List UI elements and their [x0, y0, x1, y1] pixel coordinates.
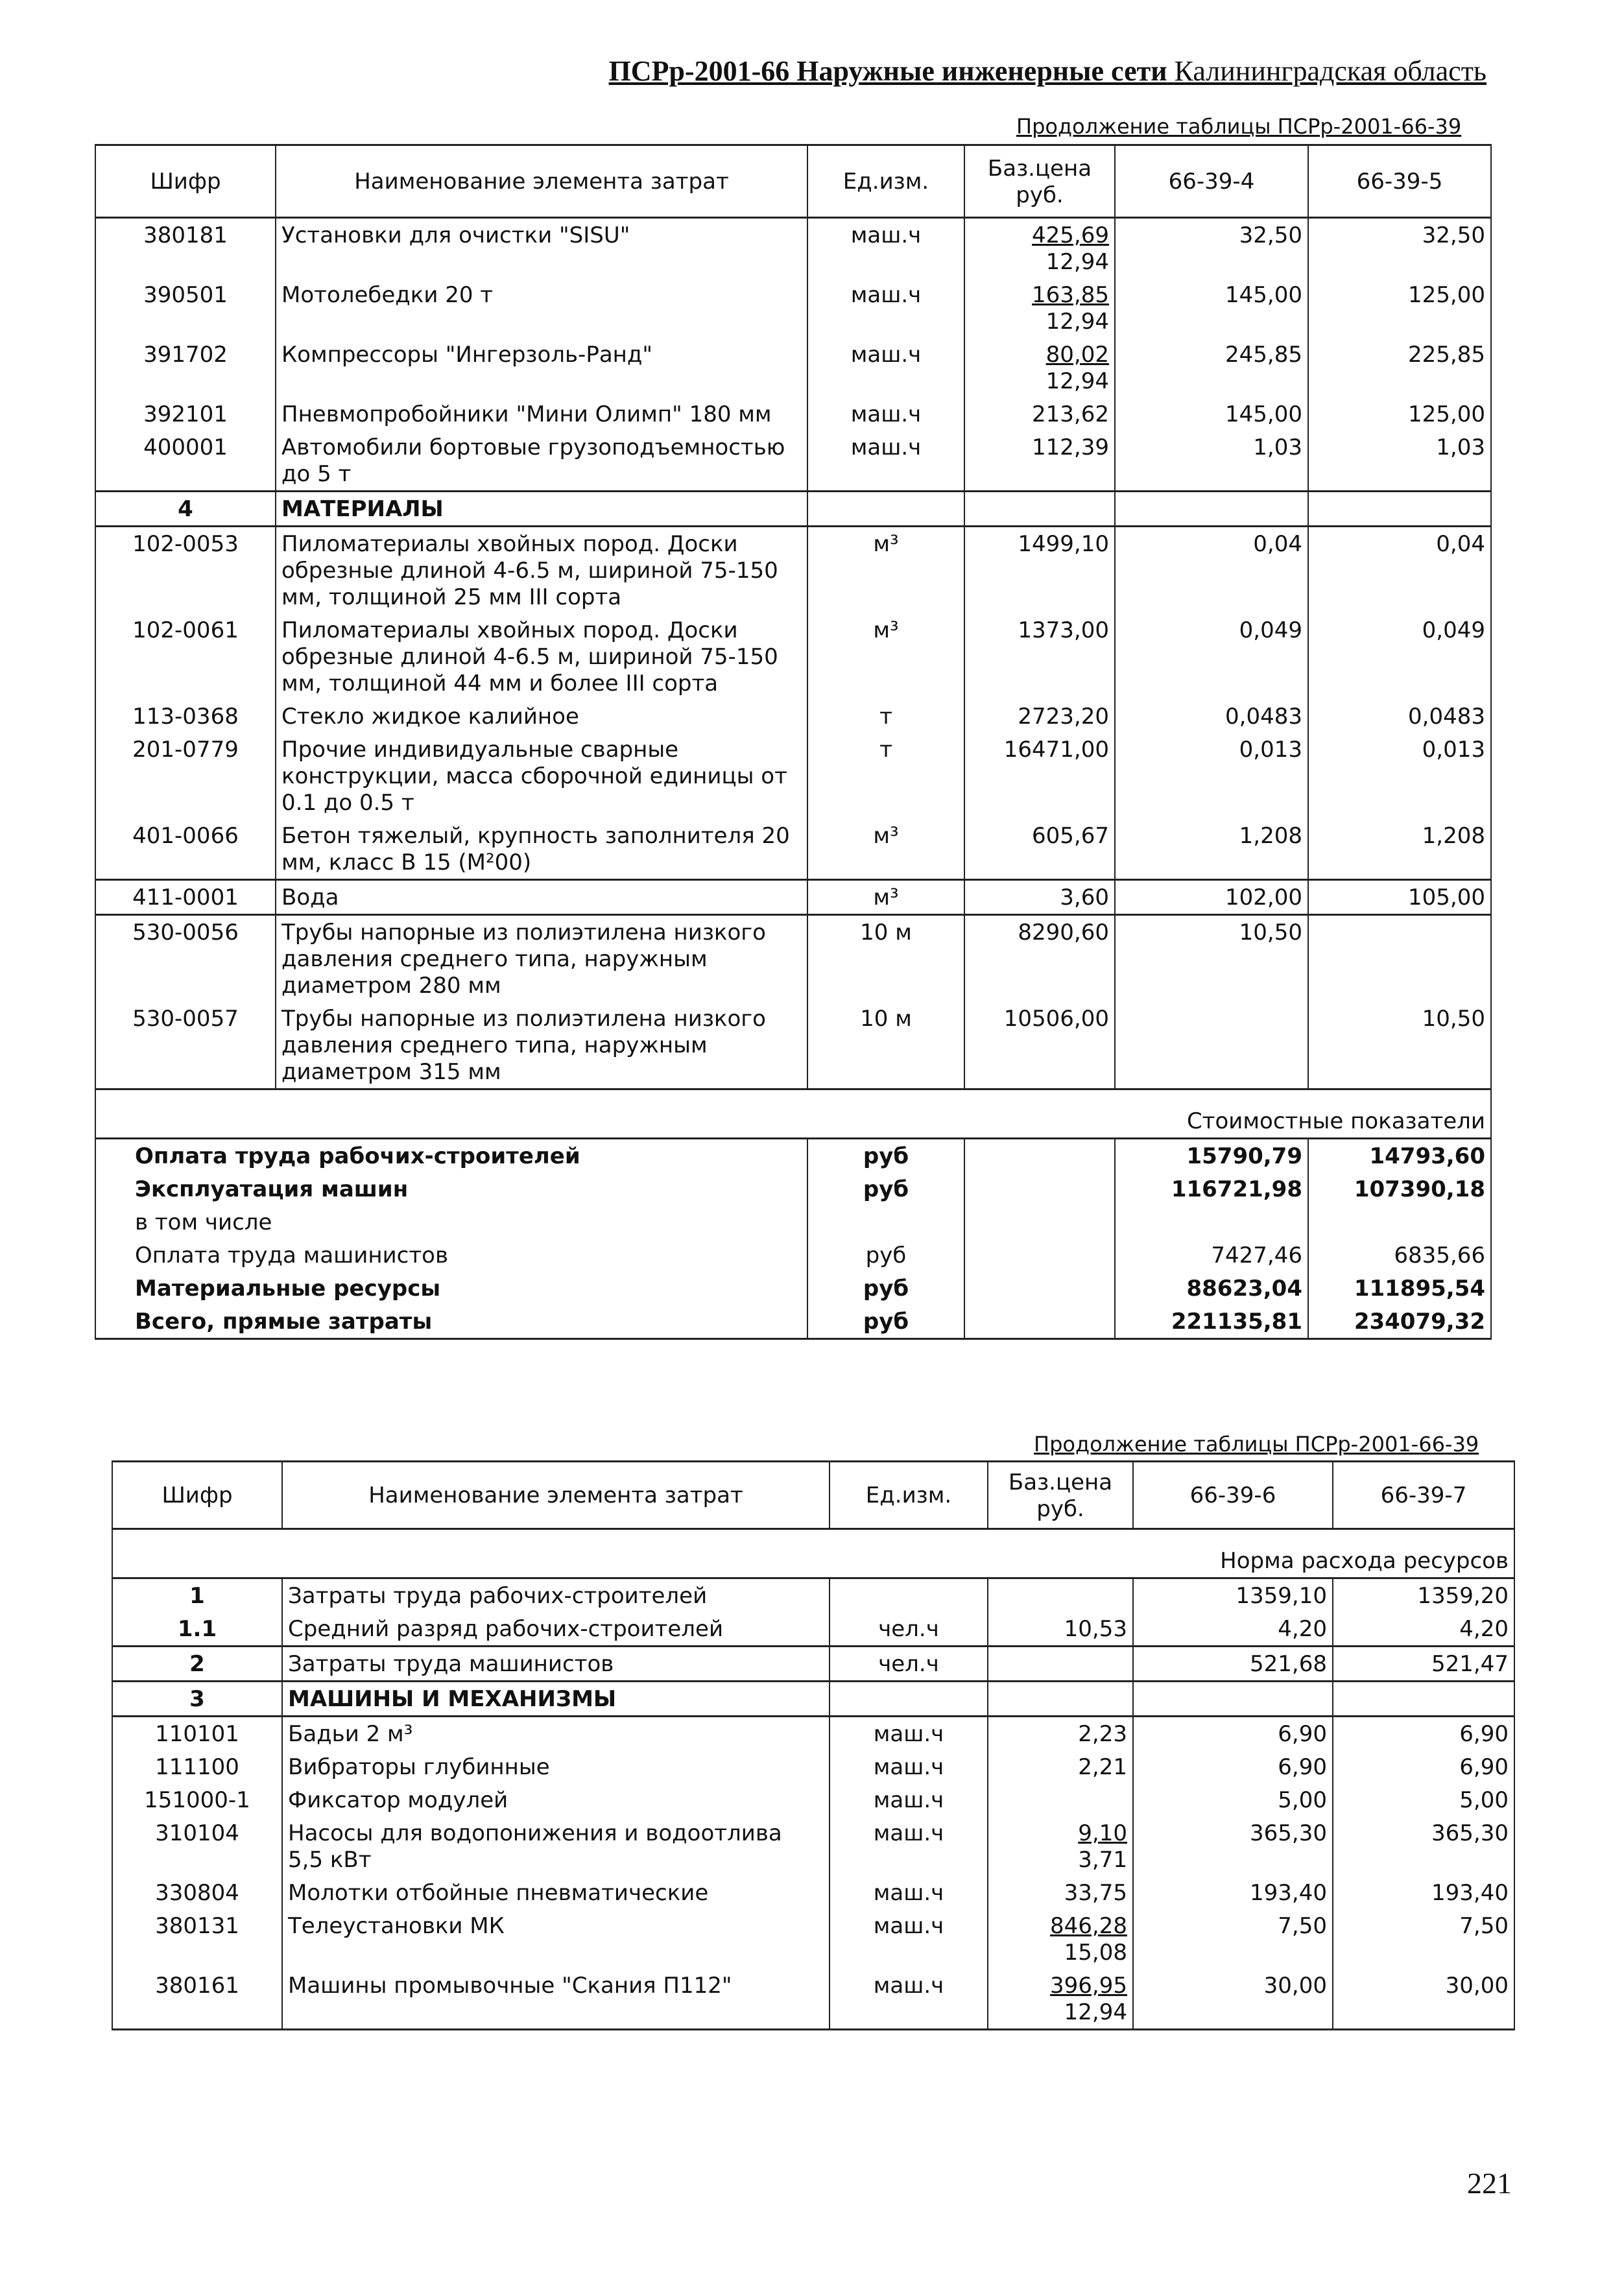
price-value: 1499,10 [1018, 531, 1109, 557]
table-row [95, 218, 1491, 279]
row-norm-a: 145,00 [1115, 278, 1308, 338]
col-header-norm-b: 66-39-5 [1308, 145, 1491, 218]
row-name: МАТЕРИАЛЫ [276, 492, 807, 527]
row-unit: 10 м [807, 915, 964, 1003]
row-name: Машины промывочные "Скания П112" [282, 1969, 830, 2030]
summary-value-a [1115, 1206, 1308, 1239]
col-header-norm-a: 66-39-4 [1115, 145, 1308, 218]
table-row [112, 1816, 1514, 1876]
summary-label: Материальные ресурсы [95, 1272, 807, 1305]
row-norm-a: 4,20 [1133, 1612, 1333, 1647]
price-value: 16471,00 [1003, 737, 1109, 763]
row-base-price [964, 527, 1115, 614]
row-unit: 10 м [807, 1002, 964, 1089]
price-value: 33,75 [1064, 1880, 1127, 1906]
row-unit: маш.ч [830, 1876, 988, 1909]
table-row [95, 398, 1491, 431]
table-row [95, 431, 1491, 492]
row-unit [807, 492, 964, 527]
row-base-price [964, 613, 1115, 700]
row-code: 530-0057 [95, 1002, 276, 1089]
row-norm-a: 102,00 [1115, 880, 1308, 915]
table-row [95, 733, 1491, 819]
row-norm-b: 6,90 [1333, 1717, 1514, 1751]
row-base-price [988, 1647, 1133, 1682]
price-value: 3,60 [1060, 885, 1109, 910]
table-row [95, 278, 1491, 338]
header-region: Калининградская область [1174, 55, 1487, 87]
row-code: 390501 [95, 278, 276, 338]
row-code: 400001 [95, 431, 276, 492]
table-row [95, 527, 1491, 614]
summary-value-a: 88623,04 [1115, 1272, 1308, 1305]
summary-price-empty [964, 1139, 1115, 1173]
row-unit: м³ [807, 613, 964, 700]
table-row [112, 1750, 1514, 1783]
table-row [95, 338, 1491, 398]
row-base-price [964, 338, 1115, 398]
summary-value-a: 221135,81 [1115, 1305, 1308, 1339]
row-unit: маш.ч [807, 431, 964, 492]
col-header-code: Шифр [112, 1462, 282, 1529]
row-norm-b: 4,20 [1333, 1612, 1514, 1647]
price-value: 2,21 [1078, 1754, 1127, 1780]
price-value: 2723,20 [1018, 704, 1109, 730]
row-norm-b: 6,90 [1333, 1750, 1514, 1783]
summary-value-a: 15790,79 [1115, 1139, 1308, 1173]
summary-value-a: 7427,46 [1115, 1239, 1308, 1272]
row-norm-b: 1359,20 [1333, 1578, 1514, 1613]
row-code: 151000-1 [112, 1783, 282, 1816]
row-norm-b: 125,00 [1308, 278, 1491, 338]
row-norm-a: 0,04 [1115, 527, 1308, 614]
row-norm-b: 365,30 [1333, 1816, 1514, 1876]
row-norm-b: 5,00 [1333, 1783, 1514, 1816]
summary-label: в том числе [95, 1206, 807, 1239]
row-base-price [964, 218, 1115, 279]
row-norm-a [1133, 1682, 1333, 1717]
col-header-norm-b: 66-39-7 [1333, 1462, 1514, 1529]
summary-row [95, 1139, 1491, 1173]
table-row [112, 1783, 1514, 1816]
table-row [112, 1969, 1514, 2030]
row-base-price [964, 880, 1115, 915]
row-unit: маш.ч [830, 1969, 988, 2030]
row-name: МАШИНЫ И МЕХАНИЗМЫ [282, 1682, 830, 1717]
row-norm-b: 32,50 [1308, 218, 1491, 279]
row-base-price [988, 1816, 1133, 1876]
row-unit: м³ [807, 880, 964, 915]
row-name: Насосы для водопонижения и водоотлива 5,5 кВт [282, 1816, 830, 1876]
row-base-price [964, 915, 1115, 1003]
row-norm-b: 30,00 [1333, 1969, 1514, 2030]
row-unit: м³ [807, 527, 964, 614]
row-name: Вибраторы глубинные [282, 1750, 830, 1783]
row-norm-a: 145,00 [1115, 398, 1308, 431]
table-row [95, 492, 1491, 527]
row-code: 330804 [112, 1876, 282, 1909]
summary-row [95, 1239, 1491, 1272]
row-norm-b: 0,0483 [1308, 700, 1491, 733]
summary-price-empty [964, 1305, 1115, 1339]
price-value: 846,28 [1050, 1913, 1127, 1939]
row-norm-a: 6,90 [1133, 1717, 1333, 1751]
row-code: 392101 [95, 398, 276, 431]
row-norm-b: 521,47 [1333, 1647, 1514, 1682]
row-unit: маш.ч [807, 218, 964, 279]
price-value: 396,95 [1050, 1973, 1127, 1999]
col-header-name: Наименование элемента затрат [276, 145, 807, 218]
summary-unit: руб [807, 1272, 964, 1305]
row-code: 401-0066 [95, 819, 276, 880]
table-row [95, 915, 1491, 1003]
row-norm-a: 365,30 [1133, 1816, 1333, 1876]
row-norm-a: 1,03 [1115, 431, 1308, 492]
row-unit [830, 1578, 988, 1613]
row-unit: чел.ч [830, 1647, 988, 1682]
row-base-price [988, 1876, 1133, 1909]
row-norm-a: 1,208 [1115, 819, 1308, 880]
summary-row [95, 1272, 1491, 1305]
summary-row [95, 1305, 1491, 1339]
row-norm-b: 10,50 [1308, 1002, 1491, 1089]
summary-unit: руб [807, 1172, 964, 1206]
summary-label: Эксплуатация машин [95, 1172, 807, 1206]
table1-caption: Продолжение таблицы ПСРр-2001-66-39 [1016, 114, 1462, 139]
price-value: 1373,00 [1018, 617, 1109, 643]
row-name: Молотки отбойные пневматические [282, 1876, 830, 1909]
price-value: 10506,00 [1003, 1006, 1109, 1032]
price-value: 2,23 [1078, 1721, 1127, 1747]
row-base-price [964, 492, 1115, 527]
row-norm-a: 193,40 [1133, 1876, 1333, 1909]
row-name: Вода [276, 880, 807, 915]
row-unit: маш.ч [830, 1717, 988, 1751]
table-row [112, 1717, 1514, 1751]
row-code: 380161 [112, 1969, 282, 2030]
price-salary-value: 12,94 [1045, 309, 1109, 335]
row-norm-a: 521,68 [1133, 1647, 1333, 1682]
col-header-unit: Ед.изм. [830, 1462, 988, 1529]
row-norm-a: 10,50 [1115, 915, 1308, 1003]
summary-unit [807, 1206, 964, 1239]
table-row [95, 819, 1491, 880]
row-norm-a: 5,00 [1133, 1783, 1333, 1816]
col-header-price: Баз.цена руб. [988, 1462, 1133, 1529]
summary-price-empty [964, 1172, 1115, 1206]
row-name: Средний разряд рабочих-строителей [282, 1612, 830, 1647]
summary-label: Всего, прямые затраты [95, 1305, 807, 1339]
row-code: 380131 [112, 1909, 282, 1969]
row-base-price [988, 1612, 1133, 1647]
summary-row [95, 1172, 1491, 1206]
page-number: 221 [1467, 2167, 1512, 2200]
row-norm-a: 0,049 [1115, 613, 1308, 700]
row-norm-a: 0,0483 [1115, 700, 1308, 733]
row-norm-b: 0,013 [1308, 733, 1491, 819]
norm-header: Норма расхода ресурсов [112, 1529, 1514, 1578]
row-code: 110101 [112, 1717, 282, 1751]
cost-indicators-row [95, 1089, 1491, 1139]
row-norm-a: 30,00 [1133, 1969, 1333, 2030]
row-name: Мотолебедки 20 т [276, 278, 807, 338]
summary-value-b [1308, 1206, 1491, 1239]
row-base-price [964, 431, 1115, 492]
summary-price-empty [964, 1272, 1115, 1305]
table1-header-row [95, 145, 1491, 218]
col-header-norm-a: 66-39-6 [1133, 1462, 1333, 1529]
row-code: 201-0779 [95, 733, 276, 819]
row-base-price [988, 1717, 1133, 1751]
row-code: 530-0056 [95, 915, 276, 1003]
row-base-price [964, 733, 1115, 819]
row-code: 3 [112, 1682, 282, 1717]
row-norm-a: 1359,10 [1133, 1578, 1333, 1613]
row-norm-b: 105,00 [1308, 880, 1491, 915]
summary-unit: руб [807, 1239, 964, 1272]
row-code: 391702 [95, 338, 276, 398]
row-norm-a: 0,013 [1115, 733, 1308, 819]
row-norm-a [1115, 1002, 1308, 1089]
row-code: 2 [112, 1647, 282, 1682]
row-name: Компрессоры "Ингерзоль-Ранд" [276, 338, 807, 398]
row-norm-a: 32,50 [1115, 218, 1308, 279]
row-unit: чел.ч [830, 1612, 988, 1647]
row-name: Фиксатор модулей [282, 1783, 830, 1816]
price-value: 9,10 [1078, 1820, 1127, 1846]
price-value: 163,85 [1032, 282, 1109, 308]
row-norm-a: 245,85 [1115, 338, 1308, 398]
row-name: Затраты труда машинистов [282, 1647, 830, 1682]
row-norm-b [1333, 1682, 1514, 1717]
row-norm-b: 7,50 [1333, 1909, 1514, 1969]
table-row [112, 1578, 1514, 1613]
summary-value-a: 116721,98 [1115, 1172, 1308, 1206]
row-unit: маш.ч [807, 338, 964, 398]
row-norm-b [1308, 915, 1491, 1003]
row-norm-b: 0,04 [1308, 527, 1491, 614]
row-base-price [964, 1002, 1115, 1089]
col-header-code: Шифр [95, 145, 276, 218]
row-name: Бетон тяжелый, крупность заполнителя 20 мм, класс В 15 (М²00) [276, 819, 807, 880]
row-norm-a [1115, 492, 1308, 527]
row-unit: маш.ч [807, 398, 964, 431]
col-header-price: Баз.цена руб. [964, 145, 1115, 218]
table2-caption: Продолжение таблицы ПСРр-2001-66-39 [1034, 1432, 1479, 1457]
row-norm-b [1308, 492, 1491, 527]
row-base-price [988, 1909, 1133, 1969]
row-name: Затраты труда рабочих-строителей [282, 1578, 830, 1613]
col-header-name: Наименование элемента затрат [282, 1462, 830, 1529]
row-name: Пиломатериалы хвойных пород. Доски обрезные длиной 4-6.5 м, шириной 75-150 мм, толщиной 25 мм III сорта [276, 527, 807, 614]
row-code: 4 [95, 492, 276, 527]
price-salary-value: 12,94 [1045, 368, 1109, 394]
row-unit: м³ [807, 819, 964, 880]
row-unit: маш.ч [830, 1816, 988, 1876]
row-name: Бадьи 2 м³ [282, 1717, 830, 1751]
price-value: 8290,60 [1018, 920, 1109, 946]
summary-row [95, 1206, 1491, 1239]
table-row [112, 1909, 1514, 1969]
row-base-price [964, 700, 1115, 733]
cost-indicators-header: Стоимостные показатели [95, 1089, 1491, 1139]
row-norm-a: 7,50 [1133, 1909, 1333, 1969]
row-code: 310104 [112, 1816, 282, 1876]
row-base-price [988, 1750, 1133, 1783]
row-base-price [988, 1682, 1133, 1717]
row-norm-b: 0,049 [1308, 613, 1491, 700]
price-salary-value: 12,94 [1045, 249, 1109, 275]
price-value: 213,62 [1032, 401, 1109, 427]
row-norm-b: 1,03 [1308, 431, 1491, 492]
table-row [112, 1647, 1514, 1682]
row-name: Трубы напорные из полиэтилена низкого давления среднего типа, наружным диаметром 315 мм [276, 1002, 807, 1089]
row-code: 411-0001 [95, 880, 276, 915]
table2-header-row [112, 1462, 1514, 1529]
norm-header-row [112, 1529, 1514, 1578]
header-code-title: ПСРр-2001-66 Наружные инженерные сети [608, 55, 1167, 87]
row-code: 102-0061 [95, 613, 276, 700]
price-salary-value: 15,08 [1064, 1940, 1127, 1966]
table-row [112, 1682, 1514, 1717]
summary-value-b: 234079,32 [1308, 1305, 1491, 1339]
row-name: Стекло жидкое калийное [276, 700, 807, 733]
price-value: 425,69 [1032, 222, 1109, 248]
summary-value-b: 107390,18 [1308, 1172, 1491, 1206]
row-name: Пиломатериалы хвойных пород. Доски обрезные длиной 4-6.5 м, шириной 75-150 мм, толщиной 44 мм и более III сорта [276, 613, 807, 700]
price-value: 112,39 [1032, 434, 1109, 460]
table-row [95, 700, 1491, 733]
row-unit: маш.ч [830, 1750, 988, 1783]
summary-unit: руб [807, 1305, 964, 1339]
price-salary-value: 3,71 [1078, 1847, 1127, 1873]
row-base-price [964, 398, 1115, 431]
row-norm-b: 1,208 [1308, 819, 1491, 880]
summary-value-b: 111895,54 [1308, 1272, 1491, 1305]
row-norm-b: 225,85 [1308, 338, 1491, 398]
table-row [95, 613, 1491, 700]
summary-value-b: 14793,60 [1308, 1139, 1491, 1173]
table-row [95, 1002, 1491, 1089]
resource-table-1 [95, 144, 1492, 1340]
row-code: 1 [112, 1578, 282, 1613]
row-code: 102-0053 [95, 527, 276, 614]
table-row [112, 1876, 1514, 1909]
table-row [95, 880, 1491, 915]
page-header [609, 54, 1487, 88]
row-unit: т [807, 733, 964, 819]
row-code: 111100 [112, 1750, 282, 1783]
row-unit: маш.ч [830, 1783, 988, 1816]
row-unit: т [807, 700, 964, 733]
summary-price-empty [964, 1206, 1115, 1239]
price-value: 80,02 [1045, 342, 1109, 368]
row-name: Трубы напорные из полиэтилена низкого давления среднего типа, наружным диаметром 280 мм [276, 915, 807, 1003]
row-base-price [964, 278, 1115, 338]
row-unit [830, 1682, 988, 1717]
table-row [112, 1612, 1514, 1647]
row-name: Пневмопробойники "Мини Олимп" 180 мм [276, 398, 807, 431]
row-name: Автомобили бортовые грузоподъемностью до 5 т [276, 431, 807, 492]
summary-label: Оплата труда рабочих-строителей [95, 1139, 807, 1173]
row-base-price [988, 1969, 1133, 2030]
summary-price-empty [964, 1239, 1115, 1272]
summary-unit: руб [807, 1139, 964, 1173]
price-value: 10,53 [1064, 1616, 1127, 1642]
row-norm-b: 125,00 [1308, 398, 1491, 431]
row-name: Установки для очистки "SISU" [276, 218, 807, 279]
row-name: Телеустановки МК [282, 1909, 830, 1969]
row-name: Прочие индивидуальные сварные конструкции, масса сборочной единицы от 0.1 до 0.5 т [276, 733, 807, 819]
row-code: 380181 [95, 218, 276, 279]
row-base-price [964, 819, 1115, 880]
row-base-price [988, 1578, 1133, 1613]
row-code: 1.1 [112, 1612, 282, 1647]
price-salary-value: 12,94 [1064, 1999, 1127, 2025]
row-norm-b: 193,40 [1333, 1876, 1514, 1909]
row-unit: маш.ч [830, 1909, 988, 1969]
resource-table-2 [112, 1460, 1515, 2030]
col-header-unit: Ед.изм. [807, 145, 964, 218]
summary-value-b: 6835,66 [1308, 1239, 1491, 1272]
row-norm-a: 6,90 [1133, 1750, 1333, 1783]
summary-label: Оплата труда машинистов [95, 1239, 807, 1272]
row-code: 113-0368 [95, 700, 276, 733]
row-unit: маш.ч [807, 278, 964, 338]
row-base-price [988, 1783, 1133, 1816]
price-value: 605,67 [1032, 823, 1109, 849]
